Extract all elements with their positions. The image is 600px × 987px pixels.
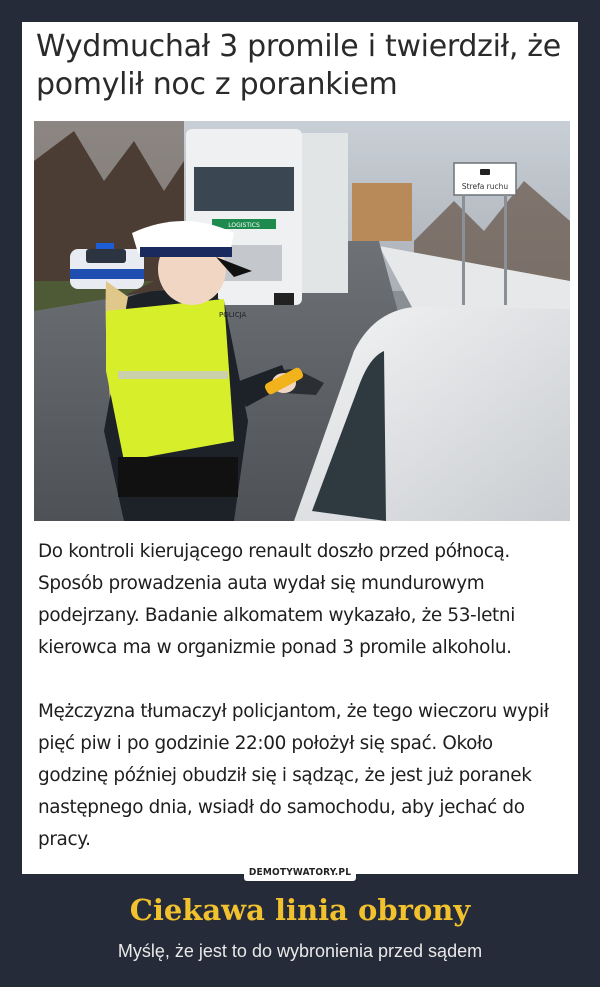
site-watermark: DEMOTYWATORY.PL <box>244 865 356 881</box>
caption-subtitle: Myślę, że jest to do wybronienia przed sądem <box>117 941 483 961</box>
article-headline: Wydmuchał 3 promile i twierdził, że pomylił noc z porankiem <box>36 29 561 102</box>
article-photo <box>34 121 570 521</box>
building <box>352 183 412 241</box>
body-paragraph-2: Mężczyzna tłumaczył policjantom, że tego wieczoru wypił pięć piw i po godzinie 22:00 położył się spać. Około godzinę później obudził się i sądząc, że jest już poranek następnego dnia, wsiadł do samochodu, aby jechać do pracy. <box>38 701 549 850</box>
caption-title: Ciekawa linia obrony <box>129 893 471 927</box>
article-body <box>38 536 568 856</box>
truck-logo-text: LOGISTICS <box>228 222 260 229</box>
demotivator-card <box>22 22 578 878</box>
vest-text: POLICJA <box>219 311 247 319</box>
sign-text: Strefa ruchu <box>461 182 509 191</box>
body-paragraph-1: Do kontroli kierującego renault doszło przed północą. Sposób prowadzenia auta wydał się mundurowym podejrzany. Badanie alkomatem wykazało, że 53-letni kierowca ma w organizmie ponad 3 promile alkoholu. <box>38 541 515 658</box>
